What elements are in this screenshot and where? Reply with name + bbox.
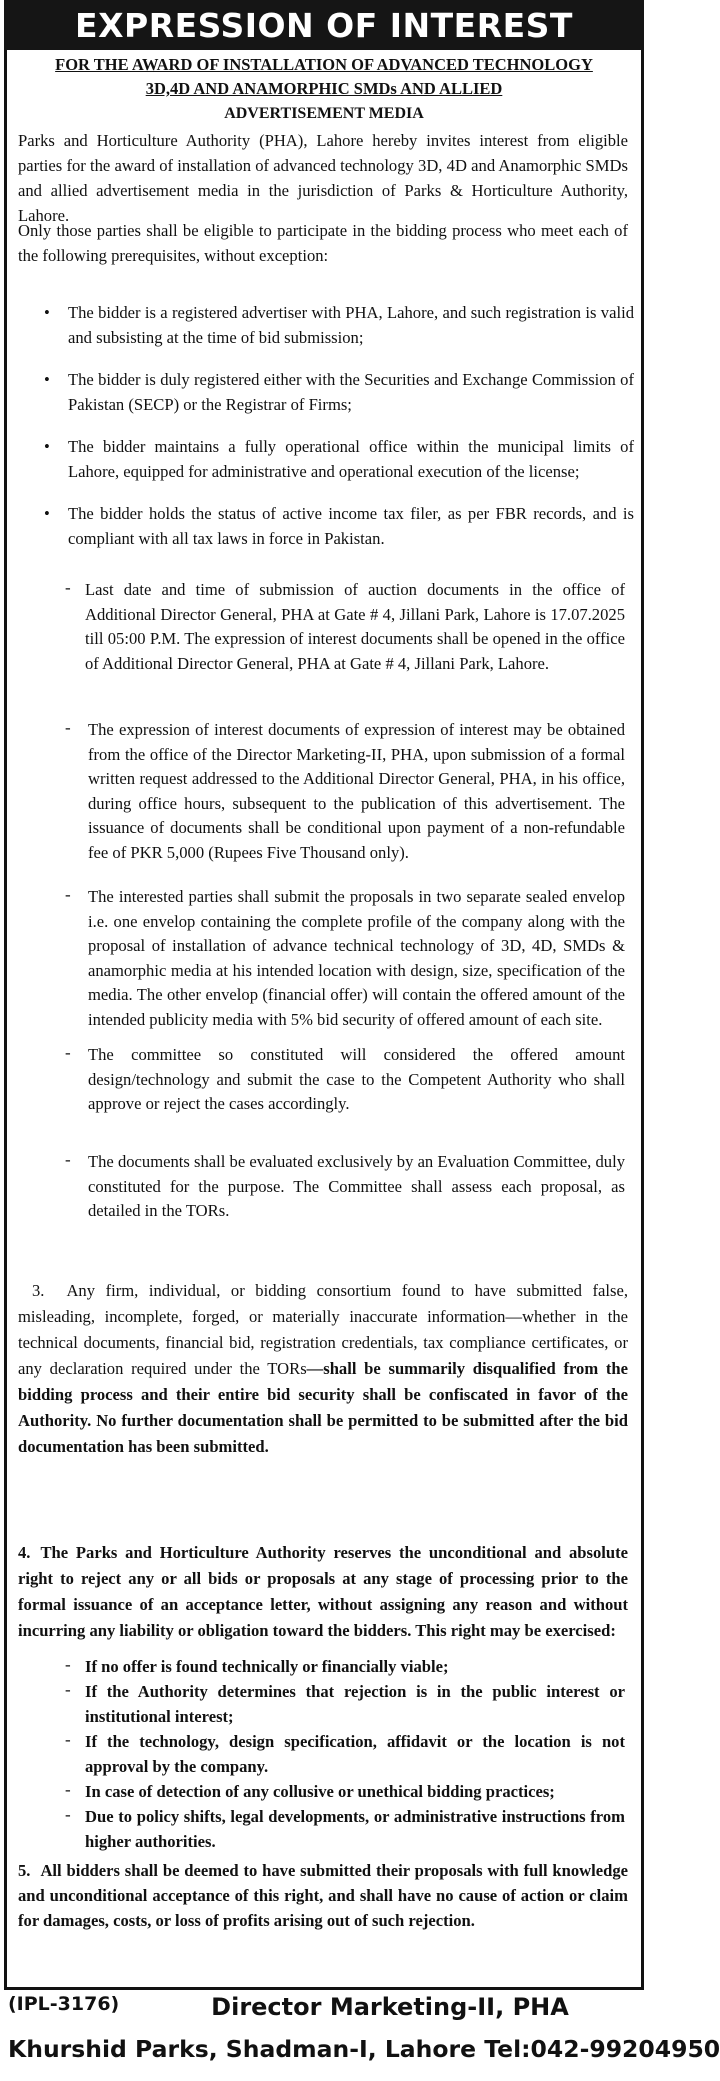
dash-mark: - <box>65 1730 71 1749</box>
dash-mark: - <box>65 1150 71 1169</box>
clause-4-text: The Parks and Horticulture Authority reserves the unconditional and absolute right to reject any or all bids or proposals at any stage of processing prior to the formal issuance of an acceptance letter, without assigning any reason and without incurring any liability or obligation toward the bidders. This right may be exercised: <box>18 1543 628 1640</box>
bullet-mark: • <box>44 303 50 322</box>
rejection-ground: If the Authority determines that rejection is in the public interest or institutional interest; <box>85 1682 625 1726</box>
prerequisite-item <box>40 434 634 484</box>
clause-5 <box>18 1858 628 1933</box>
prerequisite-item <box>40 501 634 551</box>
clause-4-number: 4. <box>18 1543 31 1562</box>
dash-mark: - <box>65 1043 71 1062</box>
dash-mark: - <box>65 1680 71 1699</box>
rejection-ground: If no offer is found technically or financially viable; <box>85 1657 449 1676</box>
prerequisite-text: The bidder holds the status of active income tax filer, as per FBR records, and is compliant with all tax laws in force in Pakistan. <box>68 504 634 548</box>
bullet-mark: • <box>44 370 50 389</box>
clause-5-number: 5. <box>18 1861 31 1880</box>
issuing-office: Director Marketing-II, PHA <box>211 1993 569 2021</box>
dash-mark: - <box>65 1780 71 1799</box>
condition-item: The interested parties shall submit the proposals in two separate sealed envelop i.e. one envelop containing the complete profile of the company along with the proposal of installation of advance technical technology of 3D, 4D, SMDs & anamorphic media at his intended location with design, size, specification of the media. The other envelop (financial offer) will contain the offered amount of the intended publicity media with 5% bid security of offered amount of each site. <box>88 887 625 1029</box>
clause-5-text: All bidders shall be deemed to have submitted their proposals with full knowledge and unconditional acceptance of this right, and shall have no cause of action or claim for damages, costs, or loss of profits arising out of such rejection. <box>18 1861 628 1930</box>
notice-title: EXPRESSION OF INTEREST <box>4 0 644 50</box>
dash-mark: - <box>65 1805 71 1824</box>
intro-paragraph: Parks and Horticulture Authority (PHA), Lahore hereby invites interest from eligible parties for the award of installation of advanced technology 3D, 4D and Anamorphic SMDs and allied advertisement media in the jurisdiction of Parks & Horticulture Authority, Lahore. <box>18 131 628 225</box>
office-address: Khurshid Parks, Shadman-I, Lahore Tel:042-99204950 <box>8 2035 720 2063</box>
dash-mark: - <box>65 718 71 737</box>
reference-number: (IPL-3176) <box>8 1993 120 2015</box>
prerequisite-item <box>40 367 634 417</box>
prerequisite-text: The bidder is a registered advertiser with PHA, Lahore, and such registration is valid and subsisting at the time of bid submission; <box>68 303 634 347</box>
clause-4 <box>18 1540 628 1644</box>
clause-3-number: 3. <box>32 1281 45 1300</box>
rejection-ground: Due to policy shifts, legal developments, or administrative instructions from higher authorities. <box>85 1807 625 1851</box>
subtitle-line-2: 3D,4D AND ANAMORPHIC SMDs AND ALLIED <box>145 79 503 98</box>
dash-mark: - <box>65 578 71 597</box>
subtitle-line-3: ADVERTISEMENT MEDIA <box>224 105 424 122</box>
dash-mark: - <box>65 885 71 904</box>
clause-3-text: Any firm, individual, or bidding consortium found to have submitted false, misleading, incomplete, forged, or materially inaccurate information—whether in the technical documents, financial bid, registration credentials, tax compliance certificates, or any declaration required under the TORs <box>18 1281 628 1378</box>
clause-3 <box>18 1278 628 1460</box>
dash-mark: - <box>65 1655 71 1674</box>
condition-item: The documents shall be evaluated exclusively by an Evaluation Committee, duly constituted for the purpose. The Committee shall assess each proposal, as detailed in the TORs. <box>88 1152 625 1220</box>
rejection-ground: If the technology, design specification, affidavit or the location is not approval by the company. <box>85 1732 625 1776</box>
bullet-mark: • <box>44 437 50 456</box>
clause-3-penalty: —shall be summarily disqualified from the bidding process and their entire bid security shall be confiscated in favor of the Authority. No further documentation shall be permitted to be submitted after the bid documentation has been submitted. <box>18 1359 628 1456</box>
prerequisite-text: The bidder is duly registered either with the Securities and Exchange Commission of Pakistan (SECP) or the Registrar of Firms; <box>68 370 634 414</box>
rejection-ground: In case of detection of any collusive or unethical bidding practices; <box>85 1782 555 1801</box>
subtitle-line-1: FOR THE AWARD OF INSTALLATION OF ADVANCED TECHNOLOGY <box>55 55 593 74</box>
condition-item: The committee so constituted will considered the offered amount design/technology and submit the case to the Competent Authority who shall approve or reject the cases accordingly. <box>88 1045 625 1113</box>
condition-item: The expression of interest documents of expression of interest may be obtained from the office of the Director Marketing-II, PHA, upon submission of a formal written request addressed to the Additional Director General, PHA, in his office, during office hours, subsequent to the publication of this advertisement. The issuance of documents shall be conditional upon payment of a non-refundable fee of PKR 5,000 (Rupees Five Thousand only). <box>88 720 625 862</box>
eligibility-intro: Only those parties shall be eligible to participate in the bidding process who meet each of the following prerequisites, without exception: <box>18 221 628 265</box>
condition-item: Last date and time of submission of auction documents in the office of Additional Director General, PHA at Gate # 4, Jillani Park, Lahore is 17.07.2025 till 05:00 P.M. The expression of interest documents shall be opened in the office of Additional Director General, PHA at Gate # 4, Jillani Park, Lahore. <box>85 580 625 673</box>
prerequisite-item <box>40 300 634 350</box>
bullet-mark: • <box>44 504 50 523</box>
prerequisite-text: The bidder maintains a fully operational office within the municipal limits of Lahore, equipped for administrative and operational execution of the license; <box>68 437 634 481</box>
